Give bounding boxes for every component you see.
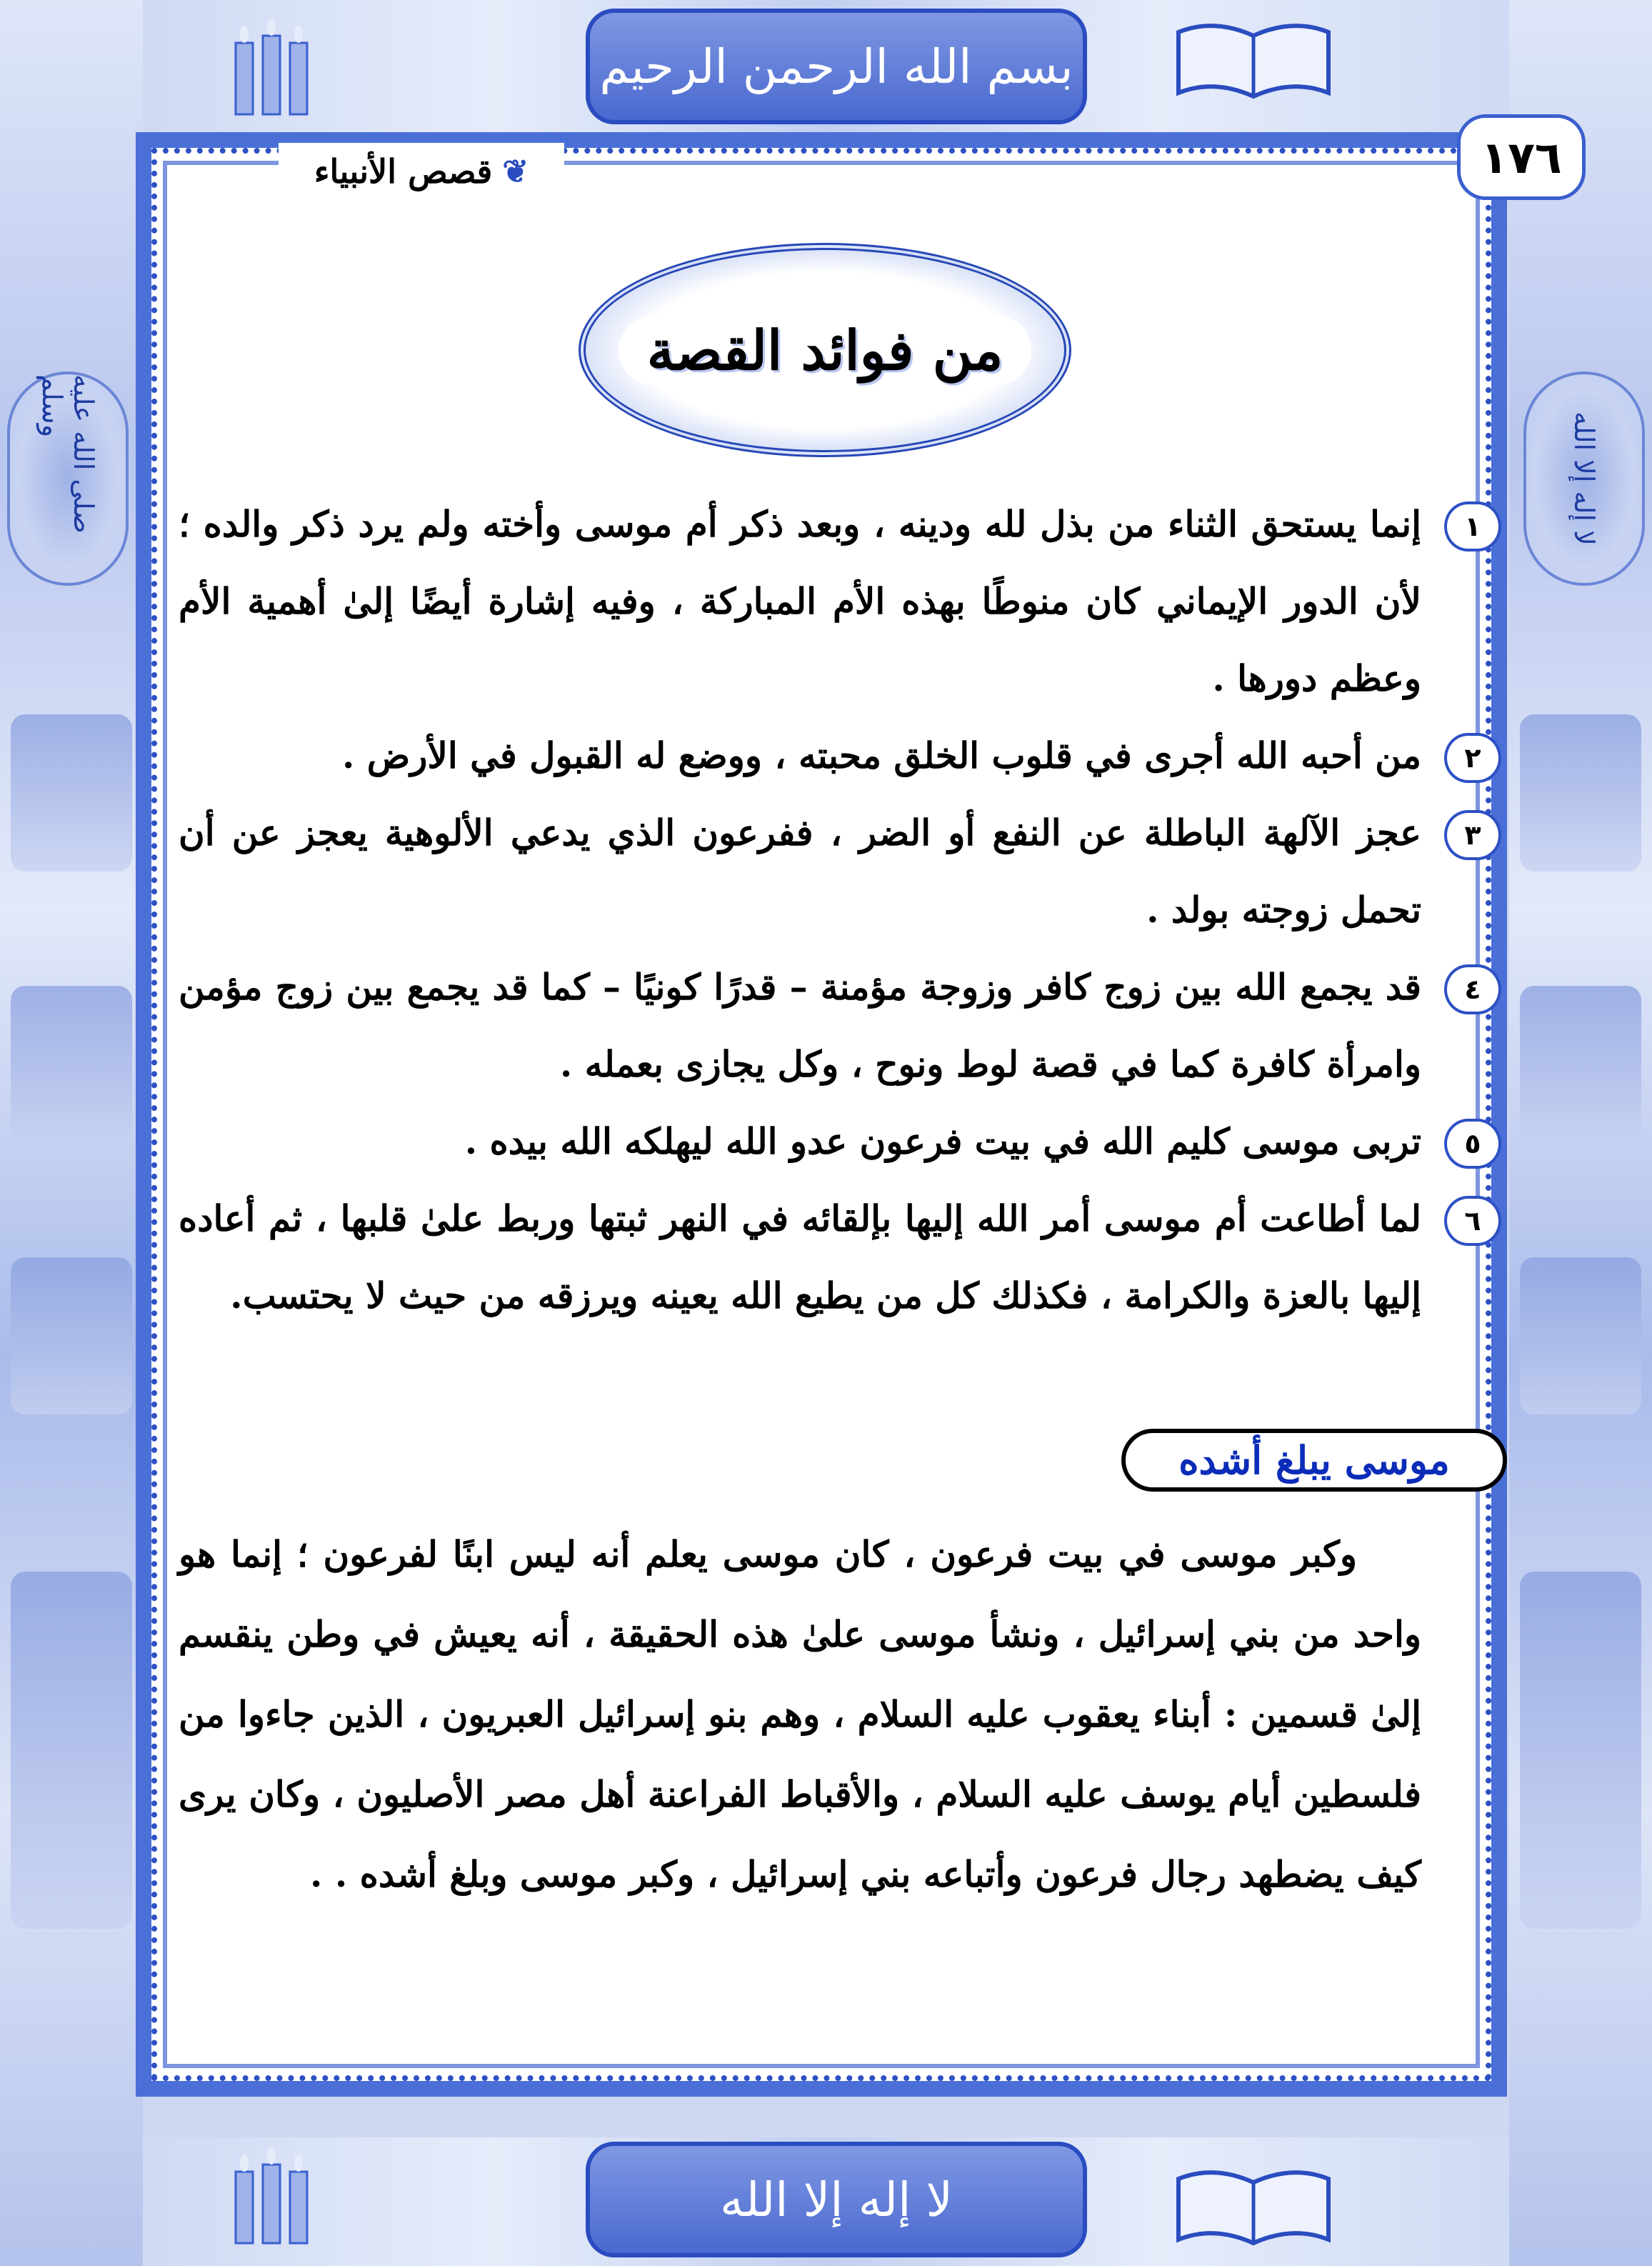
open-book-icon [1171, 11, 1336, 104]
lesson-item [179, 1180, 1481, 1334]
lesson-number-badge: ٣ [1444, 810, 1501, 860]
right-mosque-image [1520, 1572, 1641, 1929]
lesson-number-badge: ٢ [1444, 733, 1501, 783]
left-calligraphy-medallion [7, 371, 129, 586]
left-mosque-image [11, 1572, 132, 1929]
running-header [279, 143, 564, 200]
left-calligraphy-ornament [11, 714, 132, 872]
basmala-text: بسم الله الرحمن الرحيم [599, 39, 1073, 94]
lesson-number-badge: ١ [1444, 501, 1501, 551]
book-title: قصص الأنبياء [314, 152, 493, 191]
paragraph-text: وكبر موسى في بيت فرعون ، كان موسى يعلم أنه ليس ابنًا لفرعون ؛ إنما هو واحد من بني إسرائيل ، ونشأ موسى علىٰ هذه الحقيقة ، أنه يعيش في وطن ينقسم إلىٰ قسمين : أبناء يعقوب عليه السلام ، وهم بنو إسرائيل العبريون ، الذين جاءوا من فلسطين أيام يوسف عليه السلام ، والأقباط الفراعنة أهل مصر الأصليون ، وكان يرى كيف يضطهد رجال فرعون وأتباعه بني إسرائيل ، وكبر موسى وبلغ أشده . . [179, 1533, 1421, 1895]
left-medallion-text: صلى الله عليه وسلم [36, 374, 99, 534]
lesson-item [179, 486, 1481, 717]
open-book-icon-bottom [1171, 2157, 1336, 2250]
lesson-item [179, 949, 1481, 1103]
right-calligraphy-medallion [1523, 371, 1645, 586]
right-kaaba-image [1520, 986, 1641, 1143]
lesson-text: تربى موسى كليم الله في بيت فرعون عدو الله ليهلكه الله بيده . [464, 1120, 1421, 1162]
lesson-text: قد يجمع الله بين زوج كافر وزوجة مؤمنة – قدرًا كونيًا – كما قد يجمع بين زوج مؤمن وامرأة كافرة كما في قصة لوط ونوح ، وكل يجازى بعمله . [179, 966, 1421, 1085]
leaf-ornament-icon: ❦ [502, 153, 529, 190]
left-kaaba-image [11, 986, 132, 1143]
page-number: ١٧٦ [1457, 114, 1586, 200]
lesson-item [179, 717, 1481, 794]
shahada-text: لا إله إلا الله [719, 2172, 953, 2227]
lesson-text: عجز الآلهة الباطلة عن النفع أو الضر ، ففرعون الذي يدعي الألوهية يعجز عن أن تحمل زوجته بولد . [179, 812, 1421, 931]
candles-icon-bottom [229, 2143, 314, 2250]
lessons-list [179, 486, 1481, 1334]
lesson-text: من أحبه الله أجرى في قلوب الخلق محبته ، ووضع له القبول في الأرض . [341, 734, 1421, 777]
lesson-text: لما أطاعت أم موسى أمر الله إليها بإلقائه في النهر ثبتها وربط علىٰ قلبها ، ثم أعاده إليها بالعزة والكرامة ، فكذلك كل من يطيع الله يعينه ويرزقه من حيث لا يحتسب. [179, 1197, 1421, 1317]
lesson-number-badge: ٤ [1444, 964, 1501, 1014]
body-paragraph [179, 1514, 1421, 1915]
lesson-text: إنما يستحق الثناء من بذل لله ودينه ، وبعد ذكر أم موسى وأخته ولم يرد ذكر والده ؛ لأن الدور الإيماني كان منوطًا بهذه الأم المباركة ، وفيه إشارة أيضًا إلىٰ أهمية الأم وعظم دورها . [179, 503, 1421, 699]
shahada-cartouche [586, 2142, 1087, 2257]
right-medallion-text: لا إله إلا الله [1568, 411, 1600, 546]
right-calligraphy-ornament-2 [1520, 1257, 1641, 1414]
right-calligraphy-ornament [1520, 714, 1641, 872]
section-heading-ornament [579, 243, 1071, 457]
lesson-item [179, 1103, 1481, 1180]
basmala-cartouche [586, 9, 1087, 124]
lesson-number-badge: ٥ [1444, 1119, 1501, 1169]
subsection-title: موسى يبلغ أشده [1121, 1429, 1507, 1492]
left-calligraphy-ornament-2 [11, 1257, 132, 1414]
candles-icon [229, 14, 314, 121]
lesson-number-badge: ٦ [1444, 1196, 1501, 1246]
lesson-item [179, 794, 1481, 949]
section-title: من فوائد القصة [619, 316, 1032, 385]
